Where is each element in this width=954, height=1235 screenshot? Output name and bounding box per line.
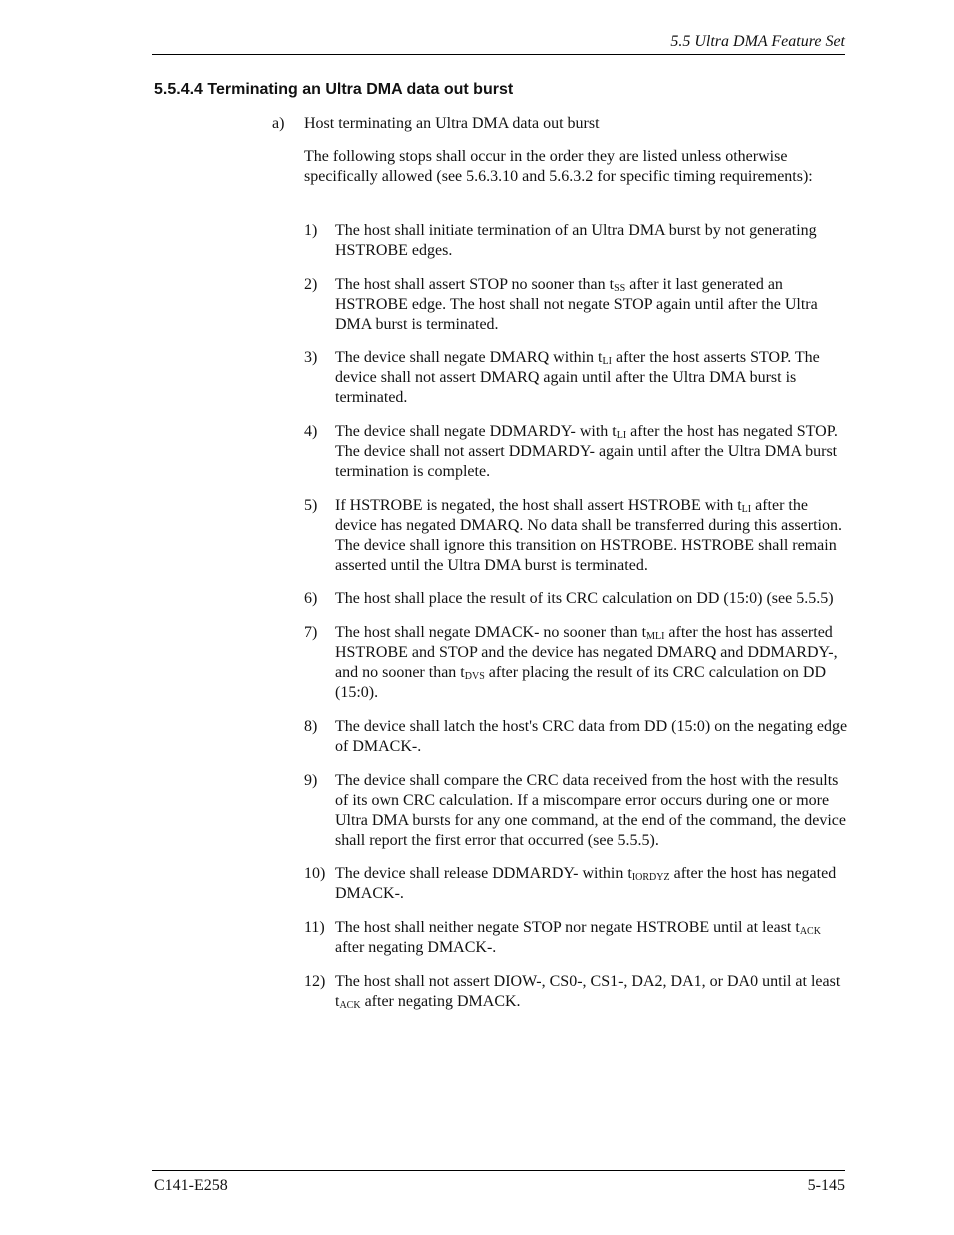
text-run: after the host has negated STOP. The device shall not assert DDMARDY- again until after the Ultra DMA burst termination is complete. [335,423,838,481]
list-item-text [335,623,849,703]
text-run: after the host asserts STOP. The device shall not assert DMARQ again until after the Ultra DMA burst is terminated. [335,349,820,407]
timing-subscript: ACK [799,925,821,937]
text-run: The device shall negate DDMARDY- with t [335,423,617,441]
intro-paragraph: The following stops shall occur in the order they are listed unless otherwise specifically allowed (see 5.6.3.10 and 5.6.3.2 for specific timing requirements): [304,148,813,185]
text-run: The host shall not assert DIOW-, CS0-, CS1-, DA2, DA1, or DA0 until at least t [335,972,841,1010]
list-item-text [335,864,849,904]
list-item [304,623,849,703]
list-item-text [335,589,849,609]
timing-subscript: IORDYZ [631,872,670,884]
list-item-number: 11) [304,918,325,936]
list-item-number: 6) [304,590,318,608]
text-run: after the device has negated DMARQ. No data shall be transferred during this assertion. The device shall ignore this transition on HSTROBE. HSTROBE shall remain asserted until the Ultra DMA burst is terminated. [335,496,842,574]
running-header: 5.5 Ultra DMA Feature Set [670,33,845,50]
text-run: The host shall initiate termination of an Ultra DMA burst by not generating HSTROBE edges. [335,222,817,259]
sub-item-title: Host terminating an Ultra DMA data out burst [304,115,600,132]
footer-page-number: 5-145 [807,1177,845,1194]
list-item-number: 3) [304,349,318,367]
text-run: The device shall compare the CRC data received from the host with the results of its own CRC calculation. If a miscompare error occurs during one or more Ultra DMA bursts for any one command, at the end of the command, the device shall report the first error that occurred (see 5.5.5). [335,771,846,849]
list-item-text [335,275,849,335]
list-item [304,589,849,609]
text-run: after negating DMACK-. [335,938,497,956]
footer-doc-id: C141-E258 [154,1177,228,1194]
list-item [304,972,849,1012]
list-item-text [335,221,849,261]
list-item-text [335,918,849,958]
text-run: after placing the result of its CRC calculation on DD (15:0). [335,664,827,702]
list-item-text [335,422,849,482]
list-item-number: 12) [304,972,326,990]
list-item-text [335,348,849,408]
text-run: The device shall latch the host's CRC data from DD (15:0) on the negating edge of DMACK-. [335,717,848,755]
list-item [304,221,849,261]
list-item-number: 4) [304,423,318,441]
text-run: after the host has negated DMACK-. [335,865,837,903]
timing-subscript: LI [616,430,627,442]
text-run: after the host has asserted HSTROBE and STOP and the device has negated DMARQ and DDMARDY-, and no sooner than t [335,624,838,682]
timing-subscript: LI [602,356,612,368]
text-run: The host shall negate DMACK- no sooner than t [335,624,647,642]
text-run: The device shall negate DMARQ within t [335,349,603,367]
list-item-number: 2) [304,275,318,293]
section-heading: 5.5.4.4 Terminating an Ultra DMA data out burst [154,81,514,98]
text-run: The host shall place the result of its CRC calculation on DD (15:0) (see 5.5.5) [335,590,834,608]
list-item-text [335,717,849,757]
text-run: The host shall neither negate STOP nor negate HSTROBE until at least t [335,918,800,936]
list-item [304,717,849,757]
list-item [304,422,849,482]
header-rule [152,54,845,55]
list-item [304,918,849,958]
timing-subscript: DVS [464,671,485,683]
text-run: after negating DMACK. [360,992,521,1010]
timing-subscript: LI [741,503,752,515]
timing-subscript: SS [614,282,626,294]
sub-item [272,114,600,134]
list-item-text [335,972,849,1012]
text-run: If HSTROBE is negated, the host shall assert HSTROBE with t [335,496,742,514]
text-run: The device shall release DDMARDY- within t [335,865,632,883]
sub-item-label: a) [272,115,285,132]
list-item [304,496,849,576]
text-run: The host shall assert STOP no sooner than t [335,275,615,293]
list-item [304,864,849,904]
list-item-number: 5) [304,496,318,514]
footer-rule [152,1170,845,1171]
list-item-text [335,496,849,576]
list-item [304,771,849,851]
timing-subscript: ACK [339,999,361,1011]
text-run: after it last generated an HSTROBE edge. The host shall not negate STOP again until after the Ultra DMA burst is terminated. [335,275,818,333]
steps-list [304,221,849,1025]
list-item [304,275,849,335]
list-item-text [335,771,849,851]
list-item-number: 8) [304,717,318,735]
list-item-number: 9) [304,771,318,789]
list-item-number: 10) [304,865,326,883]
list-item-number: 1) [304,222,318,239]
list-item-number: 7) [304,624,318,642]
timing-subscript: MLI [646,631,665,643]
list-item [304,348,849,408]
